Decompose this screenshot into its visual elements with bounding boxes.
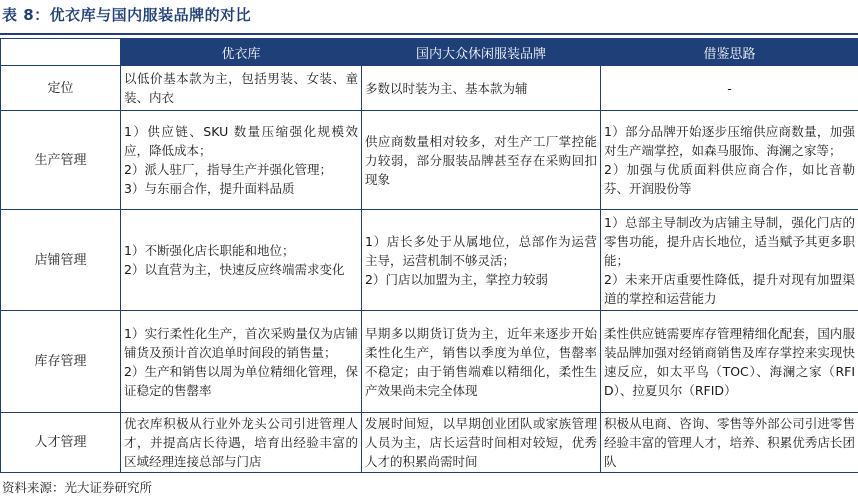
table-title: 表 8：优衣库与国内服装品牌的对比 bbox=[2, 6, 252, 24]
cell-lessons bbox=[601, 210, 858, 311]
source-note: 资料来源：光大证券研究所 bbox=[2, 480, 153, 495]
cell-text: 以低价基本款为主，包括男装、女装、童装、内衣 bbox=[124, 71, 358, 105]
row-label-inventory: 库存管理 bbox=[1, 311, 121, 413]
cell-text: 1）部分品牌开始逐步压缩供应商数量，加强对生产端掌控，如森马服饰、海澜之家等； bbox=[604, 124, 855, 158]
table-row bbox=[1, 311, 858, 413]
cell-domestic bbox=[362, 210, 601, 311]
cell-text: 多数以时装为主、基本款为辅 bbox=[365, 80, 528, 96]
cell-text: 发展时间短，以早期创业团队或家族管理人员为主，店长运营时间相对较短，优秀人才的积累尚需时间 bbox=[365, 416, 597, 469]
table-row bbox=[1, 66, 858, 111]
cell-uniqlo bbox=[121, 210, 362, 311]
cell-text: 1）实行柔性化生产，首次采购量仅为店铺铺货及预计首次追单时间段的销售量； bbox=[124, 325, 358, 360]
row-label-talent: 人才管理 bbox=[1, 413, 121, 473]
cell-text: 1）总部主导制改为店铺主导制，强化门店的零售功能，提升店长地位，适当赋予其更多职能； bbox=[604, 214, 855, 268]
cell-lessons bbox=[601, 311, 858, 413]
comparison-table bbox=[0, 38, 858, 473]
cell-domestic bbox=[362, 311, 601, 413]
title-divider bbox=[0, 33, 858, 35]
cell-text: - bbox=[727, 80, 732, 96]
cell-text: 1）供应链、SKU 数量压缩强化规模效应，降低成本； bbox=[124, 124, 358, 158]
cell-uniqlo bbox=[121, 311, 362, 413]
cell-uniqlo bbox=[121, 413, 362, 473]
row-label-store: 店铺管理 bbox=[1, 210, 121, 311]
cell-text: 积极从电商、咨询、零售等外部公司引进零售经验丰富的管理人才，培养、积累优秀店长团队 bbox=[604, 416, 855, 469]
cell-text: 供应商数量相对较多，对生产工厂掌控能力较弱，部分服装品牌甚至存在采购回扣现象 bbox=[365, 133, 597, 187]
cell-text: 柔性供应链需要库存管理精细化配套，国内服装品牌加强对经销商销售及库存掌控来实现快速反应，如太平鸟（TOC）、海澜之家（RFID）、拉夏贝尔（RFID） bbox=[604, 325, 855, 398]
header-lessons: 借鉴思路 bbox=[601, 39, 858, 66]
cell-text: 2）派人驻厂，指导生产并强化管理； bbox=[124, 162, 332, 177]
cell-uniqlo bbox=[121, 111, 362, 210]
cell-domestic bbox=[362, 111, 601, 210]
cell-domestic bbox=[362, 66, 601, 111]
cell-text: 2）生产和销售以周为单位精细化管理，保证稳定的售罄率 bbox=[124, 363, 358, 398]
cell-text: 2）加强与优质面料供应商合作，如比音勒芬、开润股份等 bbox=[604, 162, 855, 196]
table-row bbox=[1, 111, 858, 210]
cell-lessons bbox=[601, 413, 858, 473]
cell-text: 2）以直营为主，快速反应终端需求变化 bbox=[124, 262, 345, 277]
table-row bbox=[1, 210, 858, 311]
header-corner-cell bbox=[1, 39, 121, 66]
cell-lessons bbox=[601, 66, 858, 111]
cell-lessons bbox=[601, 111, 858, 210]
cell-text: 2）门店以加盟为主，掌控力较弱 bbox=[365, 271, 548, 287]
table-row bbox=[1, 413, 858, 473]
cell-text: 优衣库积极从行业外龙头公司引进管理人才，并提高店长待遇，培育出经验丰富的区域经理连接总部与门店 bbox=[124, 416, 358, 469]
cell-domestic bbox=[362, 413, 601, 473]
header-row bbox=[1, 39, 858, 66]
cell-text: 3）与东丽合作，提升面料品质 bbox=[124, 181, 295, 196]
cell-text: 1）不断强化店长职能和地位； bbox=[124, 243, 295, 258]
row-label-production: 生产管理 bbox=[1, 111, 121, 210]
row-label-positioning: 定位 bbox=[1, 66, 121, 111]
cell-uniqlo bbox=[121, 66, 362, 111]
cell-text: 2）未来开店重要性降低，提升对现有加盟渠道的掌控和运营能力 bbox=[604, 271, 855, 306]
header-uniqlo: 优衣库 bbox=[121, 39, 362, 66]
cell-text: 早期多以期货订货为主，近年来逐步开始柔性化生产，销售以季度为单位，售罄率不稳定；由于销售端难以精细化，柔性生产效果尚未完全体现 bbox=[365, 325, 597, 398]
header-domestic-brands: 国内大众休闲服装品牌 bbox=[362, 39, 601, 66]
cell-text: 1）店长多处于从属地位，总部作为运营主导，运营机制不够灵活； bbox=[365, 233, 597, 268]
